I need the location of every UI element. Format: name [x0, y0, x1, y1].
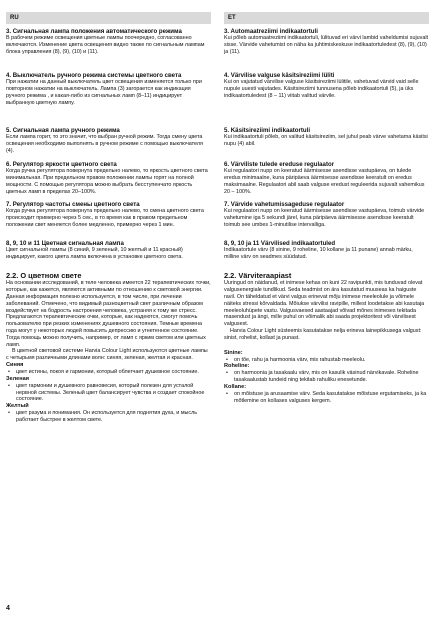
color-label-blue: Синяя [6, 361, 24, 368]
section-title: 5. Käsitsireziimi indikaatortuli [224, 127, 311, 134]
section-2-2 [6, 272, 211, 424]
list-item: • on harmoonia ja tasakaalu värv, mis on kasulik väsinud närvikavale. Roheline tasakaalustab tundeid ning tekitab rahuliku enesetunde. [234, 370, 429, 384]
language-tab-ru [6, 12, 211, 24]
list-item: • цвет гармонии и душевного равновесия, который полезен для усталой нервной системы. Зеленый цвет балансирует чувства и создает спокойное состояние. [16, 383, 211, 403]
section-5 [6, 127, 211, 161]
color-list-green [6, 383, 211, 403]
section-body: Когда ручка регулятора повернута предельно налево, то смена цветного света происходит примерно через 5 сек., в то время как в правом предельном положении свет меняется более медленно, примерно через 1 мин. [6, 208, 204, 228]
section-title: 2.2. О цветном свете [6, 271, 82, 280]
section-body: Indikaatortule värv (8 sinine, 9 roheline, 10 kollane ja 11 punane) annab märku, milline värv on seadmes süüdatud. [224, 247, 413, 261]
color-label-blue: Sinine: [224, 349, 243, 356]
color-list-yellow [224, 391, 429, 405]
list-item: • on tõe, rahu ja harmoonia värv, mis rahustab meeleolu. [234, 357, 429, 364]
section-paragraph: Harvia Colour Light süsteemis kasutatakse nelja erineva lainepikkusega valgust: sinist, rohelist, kollast ja punast. [224, 327, 422, 341]
section-body: Если лампа горит, то это значит, что выбран ручной режим. Тогда смену цвета освещения необходимо выполнять в ручном режиме с помощью выключателя (4). [6, 134, 203, 154]
section-body: Kui regulaatori nupp on keeratud äärmisesse asendisse vastupäeva, on tulede eredus minimaalne, kuna päripäeva äärmisesse asendisse keeratult on eredus maksimaalne. Regulaatori abil saab valguse eredust reguleerida sujuvalt vahemikus 20 – 100%. [224, 168, 425, 195]
section-title: 3. Сигнальная лампа положения автоматического режима [6, 28, 182, 35]
section-title: 5. Сигнальная лампа ручного режима [6, 127, 120, 134]
section-paragraph: В цветной световой системе Harvia Colour Light используются цветные лампы с четырьмя различными длинами волн: синяя, зеленая, желтая и красная. [6, 348, 208, 362]
section-4 [224, 72, 429, 127]
section-body: В рабочем режиме освещения цветные лампы поочередно, согласованно включаются. Изменение цвета освещения видно также по сигнальным лампам блока управления (8), (9), (10) и (11). [6, 35, 205, 55]
section-8-11 [224, 240, 429, 272]
page-number: 4 [6, 605, 10, 612]
section-title: 7. Регулятор частоты смены цветного света [6, 201, 140, 208]
section-title: 7. Värvide vahetumissageduse regulaator [224, 201, 345, 208]
column-russian [6, 28, 211, 424]
section-paragraph: На основании исследований, в теле человека имеется 22 терапевтических точки, которые, как кажется, являются активными по отношению к световой энергии. Данная информация полезно используется, в том числе, при лечении заболеваний. Отмечено, что видимый разноцветный свет различным образом воздействует на бодрость настроения человека, устраняя к тому же стресс. Предлагаются терапевтические очки, которые, как надеются, смогут помочь пользователю при резких изменениях душевного состояния. Темные времена года могут у некоторых людей повысить депрессию и угнетенное состояние. Тогда помощь можно получить, например, от ламп с ярким светом или цветных ламп. [6, 280, 211, 348]
language-label-et: ET [228, 15, 236, 21]
section-body: Когда ручка регулятора повернута предельно налево, то яркость цветного света минимальная. При предельном правом положении лампы горят на полной мощности. С помощью регулятора можно выбрать бесступенчато яркость цветных ламп в пределах 20–100%. [6, 168, 208, 195]
list-item: • on mõistuse ja arusaamise värv. Seda kasutatakse mõistuse ergutamiseks, ja ka mõtlemine on kollases valguses kergem. [234, 391, 429, 405]
section-title: 3. Automaatreziimi indikaatortuli [224, 28, 318, 35]
section-title: 8, 9, 10 ja 11 Värvilised indikaatortuled [224, 240, 336, 247]
color-list-blue [224, 357, 429, 364]
section-body: Kui indikaatortuli põleb, on valitud käsitsireziim, sel juhul peab värve vahetama käsitsi nupu (4) abil. [224, 134, 428, 148]
list-item: • цвет истины, покоя и гармонии, который облегчает душевное состояние. [16, 369, 211, 376]
color-list-blue [6, 369, 211, 376]
section-3 [224, 28, 429, 72]
section-5 [224, 127, 429, 161]
list-item: • цвет разума и понимания. Он используется для поднятия духа, и мысль работает быстрее в желтом свете. [16, 410, 211, 424]
section-3 [6, 28, 211, 72]
section-body: Kui regulaatori nupp on keeratud äärmisesse asendisse vastupäeva, toimub värvide vahetumine iga 5 sekundi järel, kuna päripäeva äärmisesse asendisse keeratult toimub see umbes 1-minutilise intervalliga. [224, 208, 425, 228]
section-body: Kui põleb automaatreziimi indikaatortuli, lülituvad eri värvi lambid vaheldumisi sujuvalt sisse. Värvide vahetumist on näha ka juhtimiskeskuse indikaatortuledest (8), (9), (10) ja (11). [224, 35, 429, 55]
section-4 [6, 72, 211, 127]
section-8-11 [6, 240, 211, 272]
color-label-green: Зеленая [6, 375, 29, 382]
section-body: Kui on vajutatud värvilise valguse käsitsireziimi lülitile, vahetuvad värvid vaid selle nupule uuesti vajutades. Käsitsireziimi tunnusena põleb indikaatortuli (5), ja üks indikaatortuledest (8 – 11) viitab valitud värvile. [224, 79, 419, 99]
section-paragraph: Uuringud on näidanud, et inimese kehas on kuni 22 ravipunkti, mis tunduvad olevat valgusenergiale tundlikud. Seda teadmist on ära kasutatud muuseas ka haiguste ravil. On täheldatud et värvi valgus erinevat mõju inimese meeleolule ja võimele näiteks stressi kõrvaldada. Mõiukse värvilisi ravipille, millest loodetakse abi kasutaja meeleoluhüpete vastu. Valgusvaesed aastaajad võivad mõnes inimeses tekitada masendust ja ängi, mille puhul on võimalik abi saada projektoritest või värvilisest valgusest. [224, 280, 425, 328]
section-6 [224, 161, 429, 201]
section-7 [224, 201, 429, 240]
color-list-green [224, 370, 429, 384]
section-title: 4. Выключатель ручного режима системы цветного света [6, 72, 182, 79]
language-label-ru: RU [10, 15, 19, 21]
section-6 [6, 161, 211, 201]
section-body: При нажатии на данный выключатель цвет освещения изменяется только при повторном нажатии на выключатель. Лампа (3) загорается как индикация ручного режима , и какая-либо из сигнальных ламп (8–11) индицирует выбранную цветную лампу. [6, 79, 202, 106]
section-7 [6, 201, 211, 240]
section-title: 6. Värviliste tulede ereduse regulaator [224, 161, 335, 168]
color-label-yellow: Kollane: [224, 383, 247, 390]
color-list-yellow [6, 410, 211, 424]
section-title: 8, 9, 10 и 11 Цветная сигнальная лампа [6, 240, 124, 247]
section-body: Цвет сигнальной лампы (8 синий, 9 зеленый, 10 желтый и 11 красный) индицирует, какого цвета лампа включена в установке цветного света. [6, 247, 183, 261]
color-label-yellow: Желтый [6, 403, 29, 410]
language-tab-et [224, 12, 429, 24]
section-title: 4. Värvilise valguse käsitsireziimi lüliti [224, 72, 335, 79]
section-title: 2.2. Värviteraapiast [224, 271, 292, 280]
column-estonian [224, 28, 429, 405]
section-2-2 [224, 272, 429, 405]
color-label-green: Roheline: [224, 363, 250, 370]
section-title: 6. Регулятор яркости цветного света [6, 161, 117, 168]
